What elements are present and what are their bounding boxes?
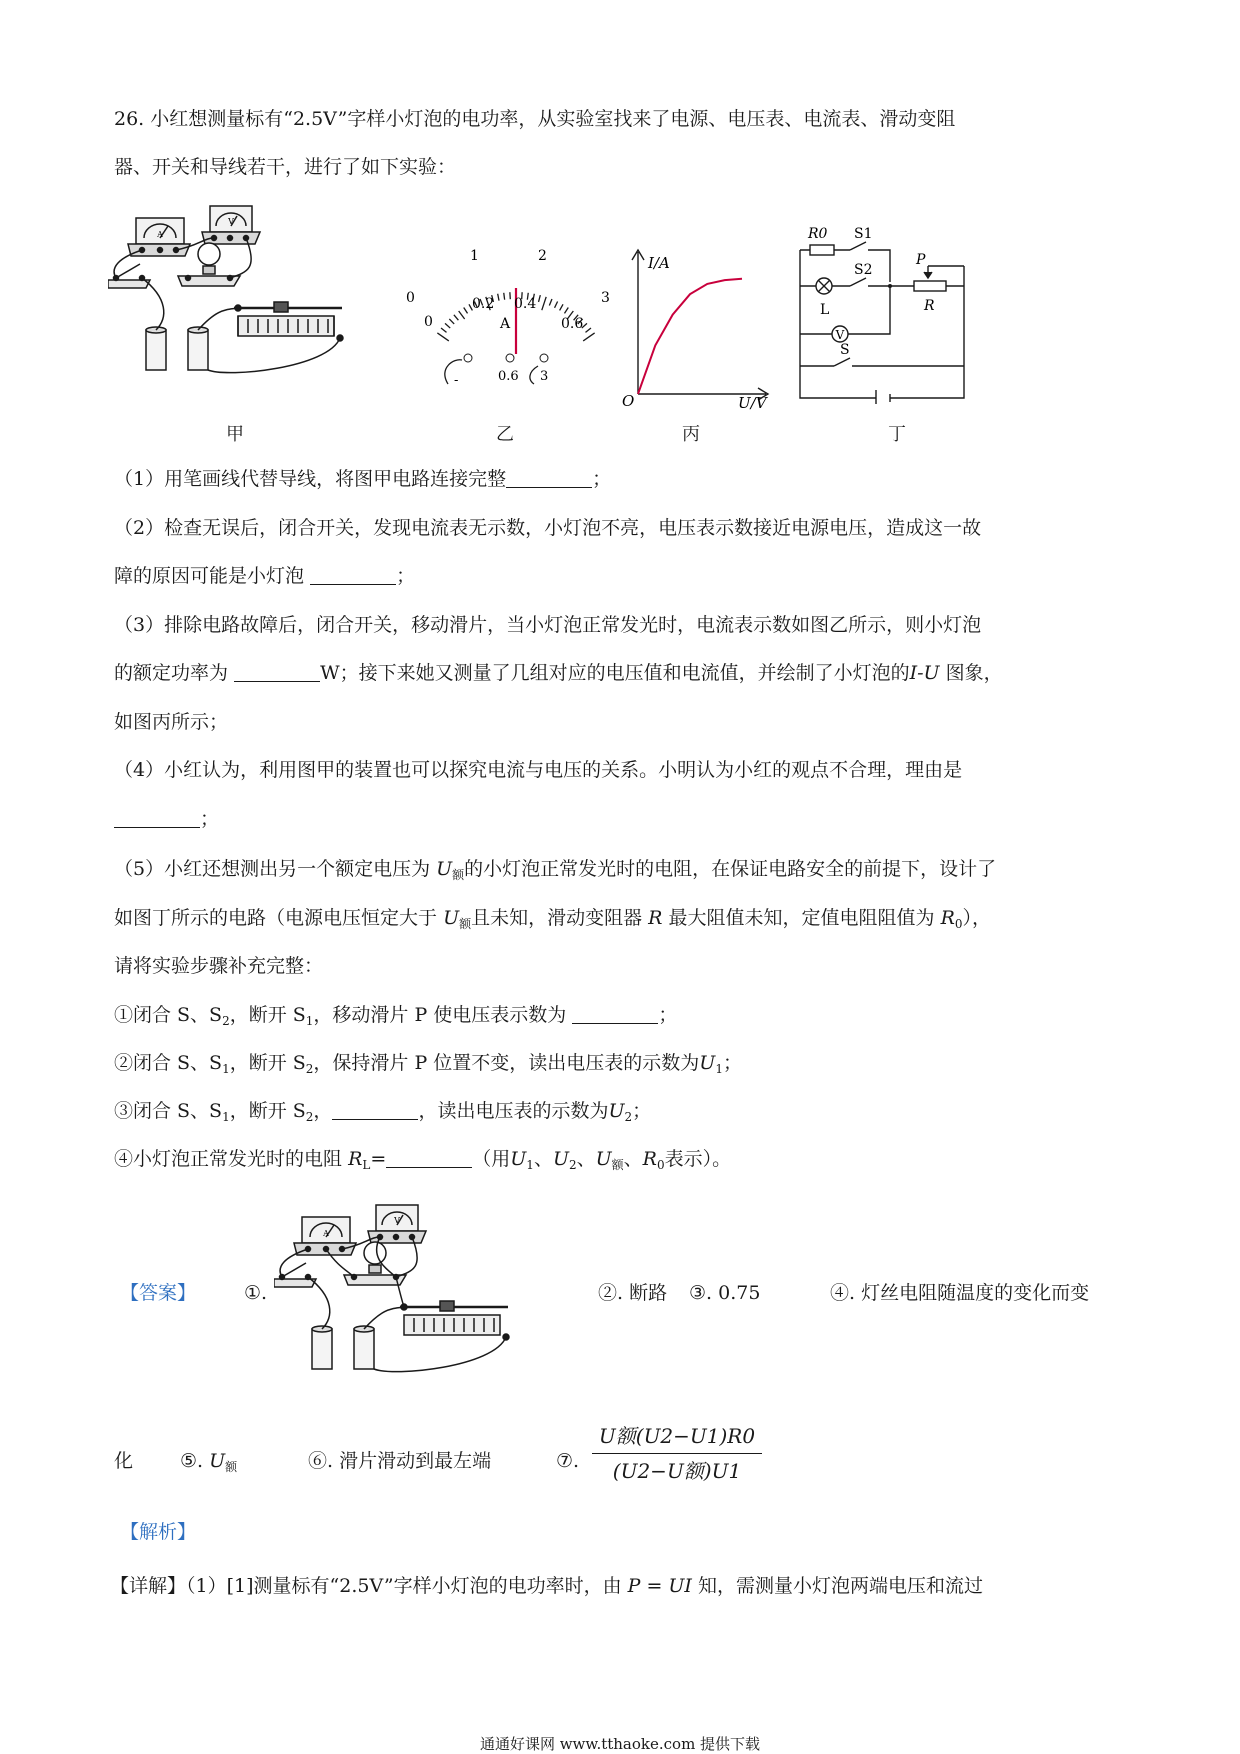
- dial-bottom-0: 0: [424, 314, 433, 330]
- caption-ding: 丁: [888, 424, 906, 445]
- dial-tick: [441, 328, 446, 332]
- part-3-line-1: （3）排除电路故障后，闭合开关，移动滑片，当小灯泡正常发光时，电流表示数如图乙所示，则小灯泡: [114, 614, 982, 636]
- dial-tick: [437, 333, 448, 341]
- step-2: ②闭合 S、$S_1$，断开 $S_2$，保持滑片 P 位置不变，读出电压表的示数为$U_1$；: [114, 1052, 742, 1076]
- fraction-bar: [592, 1453, 762, 1454]
- page-footer: 通通好课网 www.tthaoke.com 提供下载: [479, 1735, 761, 1753]
- dial-tick: [585, 328, 590, 332]
- dial-tick: [539, 295, 541, 302]
- step-4: ④小灯泡正常发光时的电阻 $R_L=$ （用$U_1$、$U_2$、$U_额$、$R_0$表示）。: [114, 1148, 732, 1172]
- dial-tick: [464, 307, 468, 313]
- answer-voltmeter-label: V: [394, 1216, 400, 1225]
- answer-blank-4[interactable]: [114, 808, 200, 828]
- part-1: （1）用笔画线代替导线，将图甲电路连接完整 ；: [114, 468, 612, 490]
- battery-icon: [146, 327, 208, 370]
- step-1: ①闭合 S、$S_2$，断开 $S_1$，移动滑片 P 使电压表示数为 ；: [114, 1004, 678, 1028]
- answer-blank-2[interactable]: [310, 565, 396, 585]
- part-4-line-1: （4）小红认为，利用图甲的装置也可以探究电流与电压的关系。小明认为小红的观点不合理，理由是: [114, 759, 963, 781]
- label-p: P: [916, 252, 926, 268]
- dial-tick: [560, 304, 563, 310]
- dial-tick: [549, 299, 552, 305]
- label-r: R: [924, 298, 935, 314]
- answer-blank-6[interactable]: [332, 1100, 418, 1120]
- dial-tick: [555, 301, 558, 307]
- dial-tick: [564, 307, 568, 313]
- dial-top-0: 0: [406, 290, 415, 306]
- dial-tick: [454, 315, 459, 320]
- part-5-line-3: 请将实验步骤补充完整：: [114, 955, 324, 977]
- answer-3: ③. 0.75: [689, 1282, 761, 1304]
- analysis-tag: 【解析】: [120, 1521, 197, 1543]
- step-3: ③闭合 S、$S_1$，断开 $S_2$， ，读出电压表的示数为$U_2$；: [114, 1100, 652, 1124]
- dial-bottom-3: 0.6: [561, 316, 584, 332]
- label-r0: R0: [808, 226, 828, 242]
- part-5-line-1: （5）小红还想测出另一个额定电压为 $U_额$的小灯泡正常发光时的电阻，在保证电路安全的前提下，设计了: [114, 858, 997, 882]
- label-s: S: [840, 342, 850, 358]
- dial-unit: A: [500, 316, 511, 332]
- label-v: V: [835, 328, 845, 342]
- dial-top-2: 2: [538, 248, 547, 264]
- rheostat-symbol: [914, 281, 946, 291]
- answer-ammeter-label: A: [323, 1229, 329, 1238]
- terminal-06: 0.6: [498, 369, 519, 384]
- part-2-line-1: （2）检查无误后，闭合开关，发现电流表无示数，小灯泡不亮，电压表示数接近电源电压，造成这一故: [114, 517, 982, 539]
- answer-7-fraction: [592, 1420, 762, 1487]
- question-line-2: 器、开关和导线若干，进行了如下实验：: [114, 156, 457, 178]
- figure-jia-apparatus: [108, 198, 398, 418]
- label-l: L: [820, 302, 830, 318]
- iu-curve: [638, 279, 742, 394]
- dial-tick: [542, 297, 546, 310]
- dial-tick: [583, 333, 594, 341]
- answer-tag: 【答案】: [120, 1282, 197, 1304]
- dial-bottom-2: 0.4: [514, 296, 537, 312]
- answer-2: ②. 断路: [598, 1282, 668, 1304]
- question-line-1: 26. 小红想测量标有“2.5V”字样小灯泡的电功率，从实验室找来了电源、电压表、电流表、滑动变阻: [114, 108, 956, 130]
- dial-tick: [459, 311, 465, 319]
- answer-7-marker: ⑦.: [556, 1450, 580, 1472]
- r0-resistor: [810, 245, 834, 255]
- part-4-line-2: ；: [114, 806, 219, 832]
- fraction-numerator: U额(U2−U1)R0: [598, 1424, 756, 1448]
- figure-ding-circuit: [786, 214, 986, 404]
- graph-y-label: I/A: [648, 254, 670, 272]
- dial-top-1: 1: [470, 248, 479, 264]
- dial-tick: [449, 319, 454, 324]
- caption-jia: 甲: [226, 424, 244, 445]
- dial-bottom-1: 0.2: [472, 296, 495, 312]
- dial-top-3: 3: [601, 290, 610, 306]
- label-s2: S2: [854, 262, 873, 278]
- dial-tick: [445, 323, 450, 328]
- answer-blank-5[interactable]: [572, 1004, 658, 1024]
- caption-bing: 丙: [682, 424, 700, 445]
- graph-origin: O: [622, 392, 635, 410]
- answer-4: ④. 灯丝电阻随温度的变化而变: [830, 1282, 1090, 1304]
- voltmeter-label: V: [228, 217, 234, 226]
- answer-blank-7[interactable]: [386, 1148, 472, 1168]
- answer-blank-1[interactable]: [506, 468, 592, 488]
- rheostat-icon: [234, 302, 343, 341]
- caption-yi: 乙: [496, 424, 514, 445]
- answer-5: ⑤. $U_额$: [180, 1450, 238, 1474]
- answer-4-continued: 化: [114, 1450, 134, 1472]
- part-3-line-3: 如图丙所示；: [114, 711, 229, 733]
- figure-yi-ammeter-dial: [398, 238, 628, 398]
- part-2-line-2: 障的原因可能是小灯泡 ；: [114, 565, 416, 587]
- fraction-denominator: (U2−U额)U1: [612, 1459, 742, 1483]
- answer-blank-3[interactable]: [234, 662, 320, 682]
- figure-bing-iu-graph: [618, 238, 778, 410]
- dial-tick: [504, 293, 505, 300]
- dial-tick: [498, 294, 499, 301]
- part-3-line-2: 的额定功率为 W；接下来她又测量了几组对应的电压值和电流值，并绘制了小灯泡的I-U 图象，: [114, 662, 1003, 684]
- detail-line: 【详解】（1）[1]测量标有“2.5V”字样小灯泡的电功率时，由 P = UI 知，需测量小灯泡两端电压和流过: [110, 1575, 984, 1597]
- ammeter-label: A: [157, 230, 163, 239]
- terminal-minus: -: [454, 373, 459, 388]
- answer-1-wired-apparatus: [274, 1196, 564, 1418]
- part-5-line-2: 如图丁所示的电路（电源电压恒定大于 $U_额$且未知，滑动变阻器 R 最大阻值未知，定值电阻阻值为 $R_0$），: [114, 907, 992, 931]
- graph-x-label: U/V: [738, 394, 767, 410]
- answer-1-marker: ①.: [244, 1282, 268, 1304]
- label-s1: S1: [854, 226, 873, 242]
- terminal-3: 3: [540, 369, 549, 384]
- answer-6: ⑥. 滑片滑动到最左端: [308, 1450, 492, 1472]
